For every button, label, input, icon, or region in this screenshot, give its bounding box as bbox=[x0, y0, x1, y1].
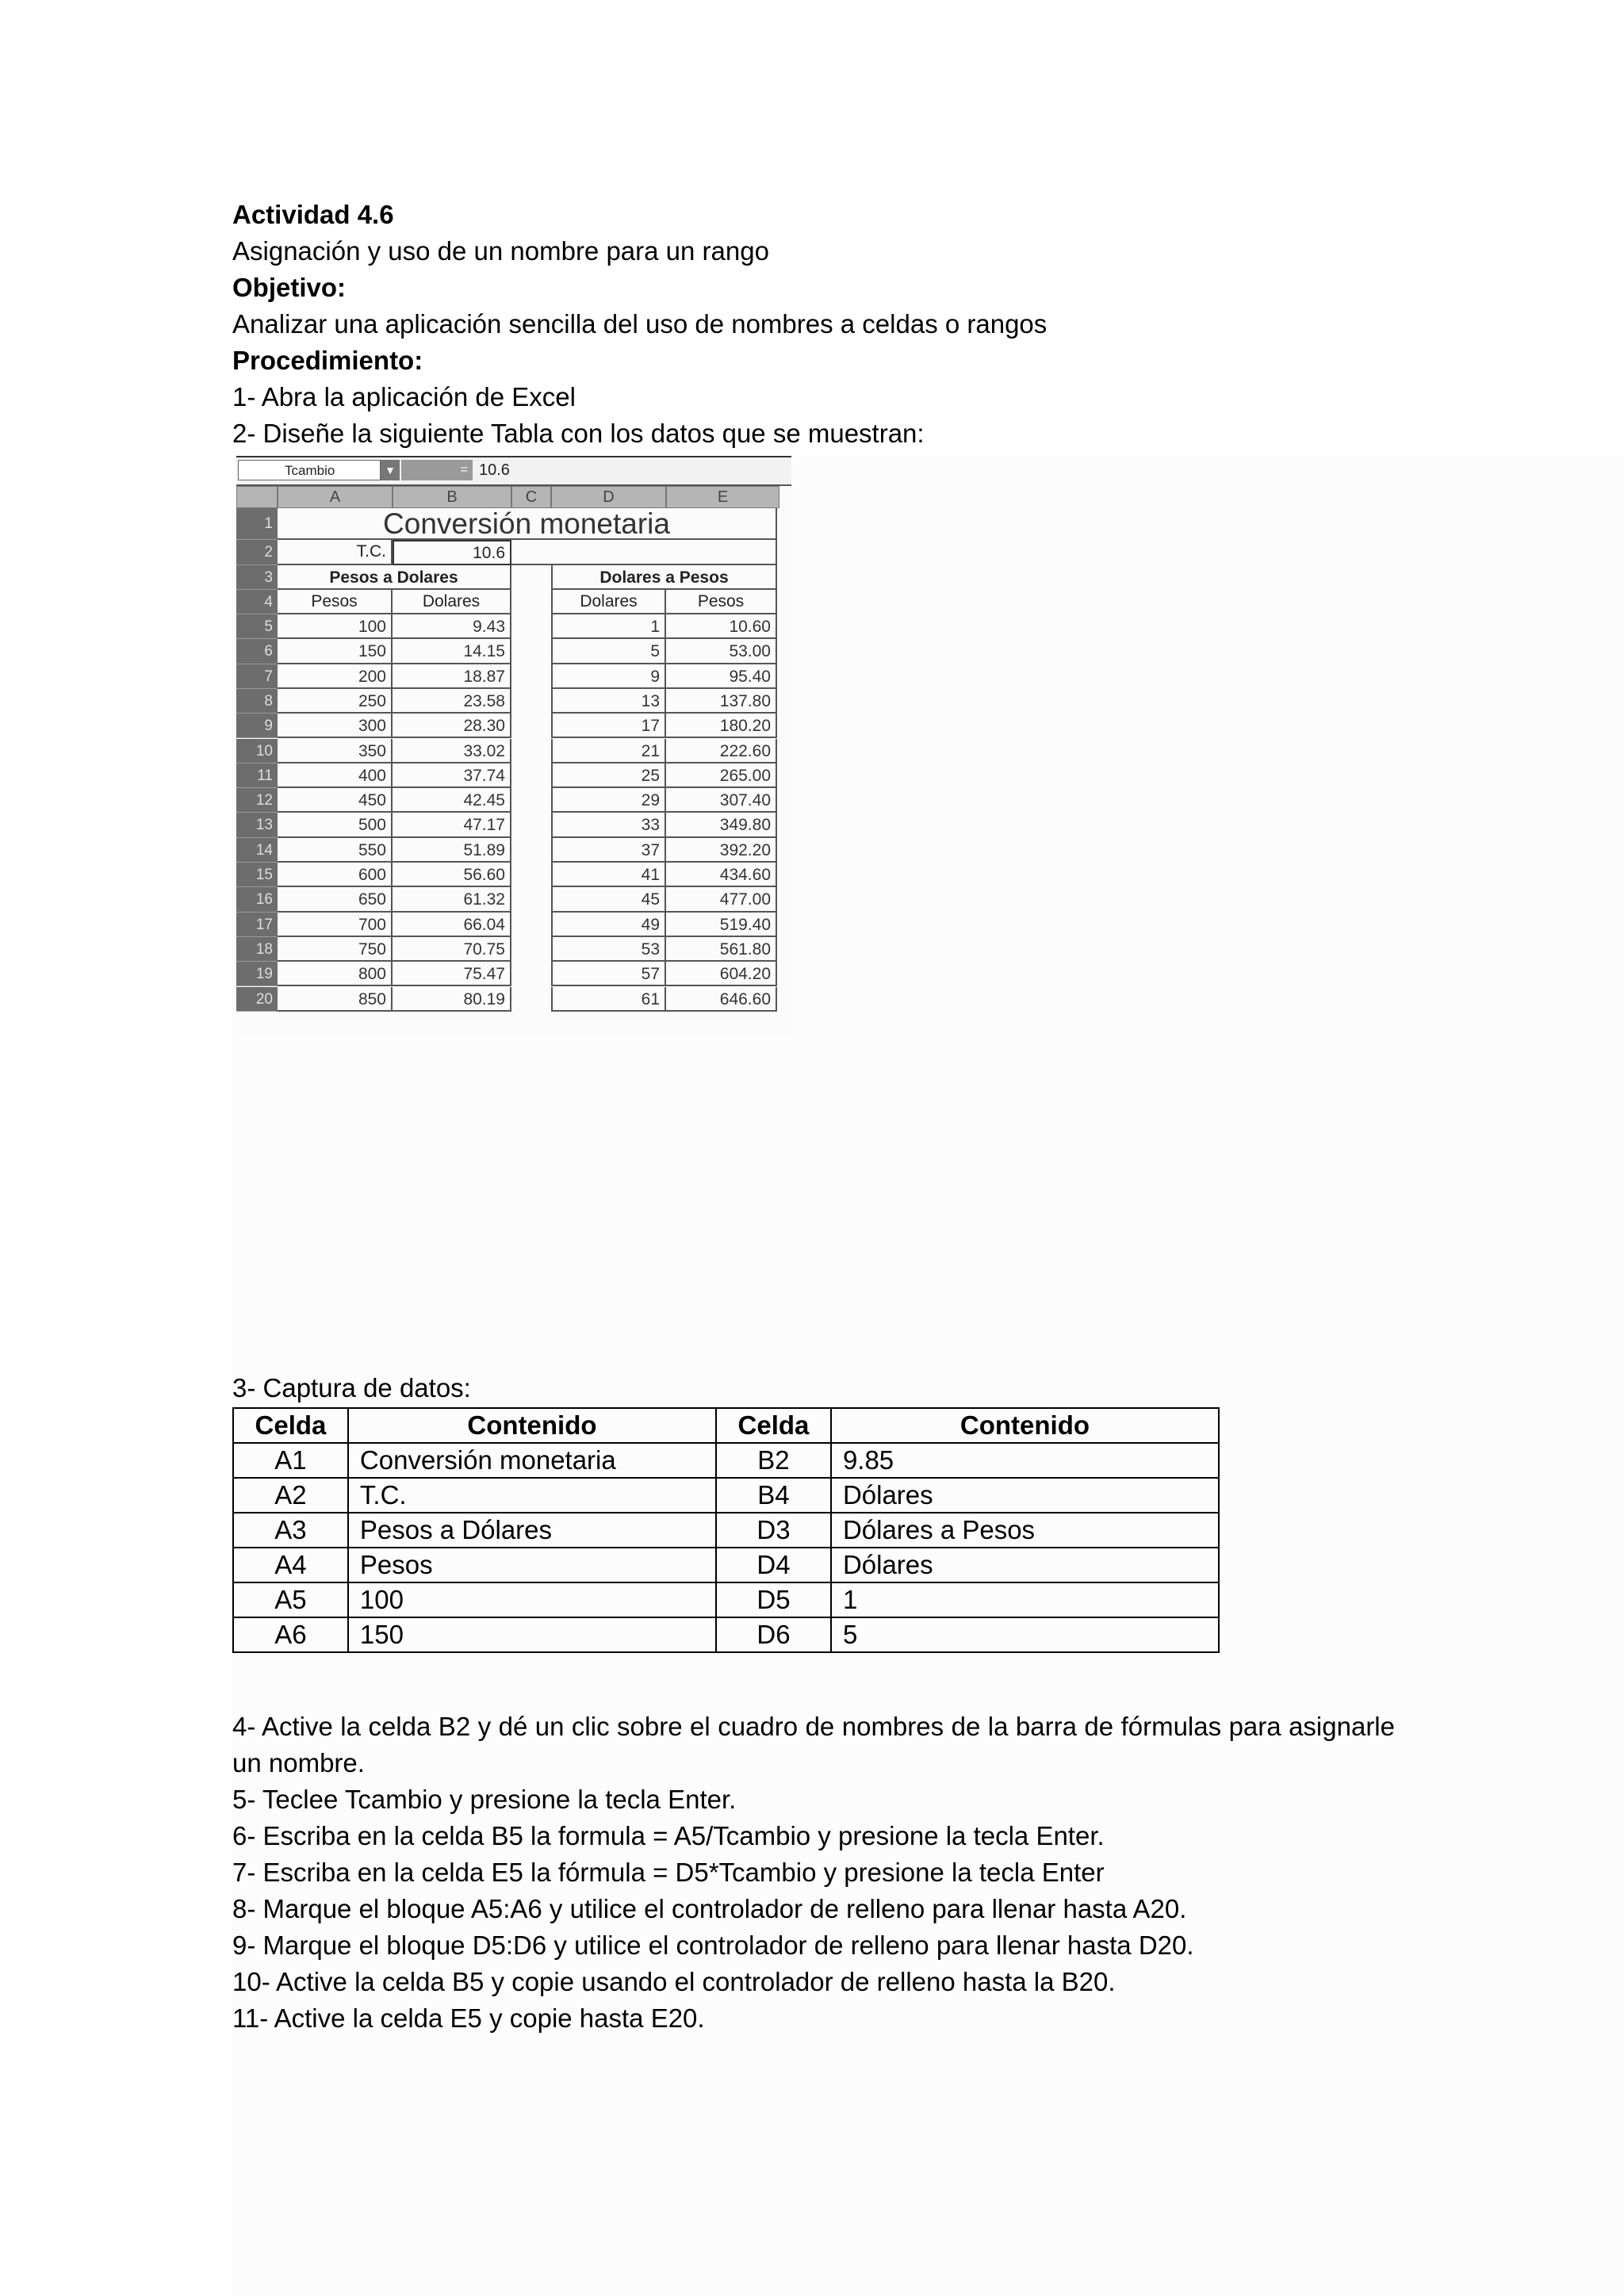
capture-row bbox=[233, 1513, 1219, 1548]
cell-dolares: 9.43 bbox=[393, 614, 511, 639]
row-header: 11 bbox=[236, 763, 278, 788]
cell-dolares-right: 53 bbox=[551, 937, 666, 962]
cell-dolares: 70.75 bbox=[393, 937, 511, 962]
capture-header-row bbox=[233, 1408, 1219, 1443]
capture-cell-content: Conversión monetaria bbox=[348, 1443, 716, 1478]
capture-header-contenido: Contenido bbox=[831, 1408, 1219, 1443]
step-11: 11- Active la celda E5 y copie hasta E20. bbox=[232, 2003, 705, 2033]
row-header: 9 bbox=[236, 714, 278, 738]
capture-cell-content: Pesos a Dólares bbox=[348, 1513, 716, 1548]
cell-dolares-right: 25 bbox=[551, 763, 666, 788]
row-header: 18 bbox=[236, 937, 278, 962]
cell-pesos-right: 180.20 bbox=[666, 714, 777, 738]
cell-dolares: 47.17 bbox=[393, 813, 511, 837]
capture-cell-ref: A6 bbox=[233, 1617, 348, 1652]
col-label-pesos-right: Pesos bbox=[666, 590, 777, 614]
row-header: 1 bbox=[236, 508, 278, 540]
step-2: 2- Diseñe la siguiente Tabla con los datos que se muestran: bbox=[232, 419, 925, 448]
cell-dolares: 28.30 bbox=[393, 714, 511, 738]
capture-cell-content: 9.85 bbox=[831, 1443, 1219, 1478]
cell-dolares: 33.02 bbox=[393, 739, 511, 763]
row-header: 15 bbox=[236, 863, 278, 887]
cell-pesos: 600 bbox=[278, 863, 393, 887]
capture-header-celda: Celda bbox=[233, 1408, 348, 1443]
right-section-header: Dolares a Pesos bbox=[551, 565, 777, 590]
capture-cell-ref: D4 bbox=[716, 1548, 831, 1582]
tc-value-cell: 10.6 bbox=[393, 540, 511, 565]
cell-dolares-right: 13 bbox=[551, 689, 666, 714]
tc-empty-cell bbox=[511, 540, 777, 565]
cell-pesos-right: 53.00 bbox=[666, 639, 777, 664]
capture-header-celda: Celda bbox=[716, 1408, 831, 1443]
formula-bar bbox=[236, 456, 791, 486]
cell-pesos-right: 265.00 bbox=[666, 763, 777, 788]
cell-dolares: 75.47 bbox=[393, 962, 511, 986]
cell-pesos: 150 bbox=[278, 639, 393, 664]
cell-pesos-right: 137.80 bbox=[666, 689, 777, 714]
capture-cell-ref: A2 bbox=[233, 1478, 348, 1513]
capture-row bbox=[233, 1582, 1219, 1617]
capture-cell-content: 5 bbox=[831, 1617, 1219, 1652]
cell-dolares-right: 1 bbox=[551, 614, 666, 639]
capture-header-contenido: Contenido bbox=[348, 1408, 716, 1443]
row-header: 16 bbox=[236, 887, 278, 912]
formula-equals-icon: = bbox=[401, 460, 473, 480]
cell-dolares-right: 29 bbox=[551, 788, 666, 813]
row-header: 5 bbox=[236, 614, 278, 639]
col-header-d: D bbox=[551, 486, 666, 508]
activity-subtitle: Asignación y uso de un nombre para un rango bbox=[232, 236, 769, 266]
row-header: 20 bbox=[236, 987, 278, 1012]
activity-title: Actividad 4.6 bbox=[232, 200, 394, 229]
capture-cell-content: Dólares bbox=[831, 1548, 1219, 1582]
col-header-corner bbox=[236, 486, 278, 508]
name-box-dropdown-icon: ▼ bbox=[381, 460, 400, 480]
row-header: 17 bbox=[236, 913, 278, 937]
row-header: 8 bbox=[236, 689, 278, 714]
remaining-steps bbox=[232, 1709, 1395, 2037]
cell-pesos: 100 bbox=[278, 614, 393, 639]
cell-pesos: 650 bbox=[278, 887, 393, 912]
cell-dolares: 42.45 bbox=[393, 788, 511, 813]
row-header: 4 bbox=[236, 590, 278, 614]
row-header: 13 bbox=[236, 813, 278, 837]
cell-pesos-right: 10.60 bbox=[666, 614, 777, 639]
cell-pesos: 750 bbox=[278, 937, 393, 962]
cell-pesos: 400 bbox=[278, 763, 393, 788]
capture-row bbox=[233, 1443, 1219, 1478]
cell-dolares: 80.19 bbox=[393, 987, 511, 1012]
capture-cell-content: 150 bbox=[348, 1617, 716, 1652]
cell-dolares: 56.60 bbox=[393, 863, 511, 887]
step-7: 7- Escriba en la celda E5 la fórmula = D5*Tcambio y presione la tecla Enter bbox=[232, 1858, 1105, 1887]
capture-cell-ref: D3 bbox=[716, 1513, 831, 1548]
cell-dolares: 66.04 bbox=[393, 913, 511, 937]
cell-pesos-right: 95.40 bbox=[666, 664, 777, 689]
row-header: 3 bbox=[236, 565, 278, 590]
capture-cell-ref: B4 bbox=[716, 1478, 831, 1513]
cell-dolares: 18.87 bbox=[393, 664, 511, 689]
cell-pesos: 800 bbox=[278, 962, 393, 986]
capture-row bbox=[233, 1548, 1219, 1582]
capture-row bbox=[233, 1617, 1219, 1652]
row-header: 6 bbox=[236, 639, 278, 664]
row-header: 7 bbox=[236, 664, 278, 689]
cell-pesos-right: 222.60 bbox=[666, 739, 777, 763]
cell-dolares-right: 5 bbox=[551, 639, 666, 664]
cell-dolares-right: 45 bbox=[551, 887, 666, 912]
name-box bbox=[238, 460, 381, 480]
col-label-pesos: Pesos bbox=[278, 590, 393, 614]
cell-dolares-right: 9 bbox=[551, 664, 666, 689]
cell-pesos: 500 bbox=[278, 813, 393, 837]
col-header-a: A bbox=[278, 486, 393, 508]
col-label-dolares-right: Dolares bbox=[551, 590, 666, 614]
capture-label-block bbox=[232, 1370, 1395, 1406]
tc-label-cell: T.C. bbox=[278, 540, 393, 565]
cell-pesos-right: 477.00 bbox=[666, 887, 777, 912]
step-9: 9- Marque el bloque D5:D6 y utilice el controlador de relleno para llenar hasta D20. bbox=[232, 1931, 1194, 1960]
cell-pesos-right: 604.20 bbox=[666, 962, 777, 986]
row-header: 12 bbox=[236, 788, 278, 813]
capture-cell-content: 1 bbox=[831, 1582, 1219, 1617]
left-section-header: Pesos a Dolares bbox=[278, 565, 511, 590]
formula-value: 10.6 bbox=[479, 461, 510, 479]
step-1: 1- Abra la aplicación de Excel bbox=[232, 382, 576, 411]
cell-pesos-right: 561.80 bbox=[666, 937, 777, 962]
cell-dolares: 23.58 bbox=[393, 689, 511, 714]
cell-pesos-right: 646.60 bbox=[666, 987, 777, 1012]
capture-cell-ref: A5 bbox=[233, 1582, 348, 1617]
capture-cell-content: Dólares a Pesos bbox=[831, 1513, 1219, 1548]
cell-dolares: 51.89 bbox=[393, 838, 511, 863]
objective-label: Objetivo: bbox=[232, 273, 347, 302]
row-header: 19 bbox=[236, 962, 278, 986]
step-8: 8- Marque el bloque A5:A6 y utilice el controlador de relleno para llenar hasta A20. bbox=[232, 1894, 1187, 1923]
capture-cell-content: Pesos bbox=[348, 1548, 716, 1582]
cell-pesos: 550 bbox=[278, 838, 393, 863]
cell-dolares-right: 49 bbox=[551, 913, 666, 937]
cell-dolares-right: 61 bbox=[551, 987, 666, 1012]
cell-pesos: 250 bbox=[278, 689, 393, 714]
step-5: 5- Teclee Tcambio y presione la tecla Enter. bbox=[232, 1785, 737, 1814]
cell-pesos: 200 bbox=[278, 664, 393, 689]
sheet-title-cell: Conversión monetaria bbox=[278, 508, 777, 540]
cell-dolares-right: 17 bbox=[551, 714, 666, 738]
capture-row bbox=[233, 1478, 1219, 1513]
col-header-e: E bbox=[666, 486, 779, 508]
step-10: 10- Active la celda B5 y copie usando el controlador de relleno hasta la B20. bbox=[232, 1967, 1116, 1996]
name-box-value: Tcambio bbox=[285, 463, 335, 478]
cell-pesos-right: 434.60 bbox=[666, 863, 777, 887]
capture-cell-content: T.C. bbox=[348, 1478, 716, 1513]
step-4: 4- Active la celda B2 y dé un clic sobre el cuadro de nombres de la barra de fórmulas para asignarle un nombre. bbox=[232, 1712, 1395, 1777]
cell-dolares-right: 33 bbox=[551, 813, 666, 837]
col-label-dolares: Dolares bbox=[393, 590, 511, 614]
cell-dolares: 14.15 bbox=[393, 639, 511, 664]
cell-dolares-right: 41 bbox=[551, 863, 666, 887]
cell-pesos-right: 307.40 bbox=[666, 788, 777, 813]
cell-dolares-right: 21 bbox=[551, 739, 666, 763]
cell-dolares: 37.74 bbox=[393, 763, 511, 788]
cell-pesos: 350 bbox=[278, 739, 393, 763]
spreadsheet-screenshot bbox=[236, 456, 791, 1035]
capture-cell-ref: A1 bbox=[233, 1443, 348, 1478]
capture-cell-content: Dólares bbox=[831, 1478, 1219, 1513]
step-6: 6- Escriba en la celda B5 la formula = A5/Tcambio y presione la tecla Enter. bbox=[232, 1821, 1105, 1850]
capture-cell-ref: D6 bbox=[716, 1617, 831, 1652]
capture-label: 3- Captura de datos: bbox=[232, 1373, 471, 1402]
cell-pesos: 700 bbox=[278, 913, 393, 937]
capture-cell-ref: D5 bbox=[716, 1582, 831, 1617]
activity-intro bbox=[232, 197, 1395, 452]
col-header-b: B bbox=[393, 486, 511, 508]
col-header-c: C bbox=[511, 486, 551, 508]
cell-dolares-right: 37 bbox=[551, 838, 666, 863]
cell-dolares-right: 57 bbox=[551, 962, 666, 986]
capture-cell-ref: A3 bbox=[233, 1513, 348, 1548]
cell-pesos-right: 519.40 bbox=[666, 913, 777, 937]
row-header: 14 bbox=[236, 838, 278, 863]
cell-dolares: 61.32 bbox=[393, 887, 511, 912]
cell-pesos-right: 349.80 bbox=[666, 813, 777, 837]
cell-pesos: 850 bbox=[278, 987, 393, 1012]
capture-cell-ref: A4 bbox=[233, 1548, 348, 1582]
capture-cell-content: 100 bbox=[348, 1582, 716, 1617]
cell-pesos-right: 392.20 bbox=[666, 838, 777, 863]
objective-text: Analizar una aplicación sencilla del uso de nombres a celdas o rangos bbox=[232, 309, 1048, 339]
row-header: 2 bbox=[236, 540, 278, 565]
capture-cell-ref: B2 bbox=[716, 1443, 831, 1478]
procedure-label: Procedimiento: bbox=[232, 346, 423, 375]
capture-table bbox=[232, 1407, 1220, 1653]
row-header: 10 bbox=[236, 739, 278, 763]
cell-pesos: 300 bbox=[278, 714, 393, 738]
cell-pesos: 450 bbox=[278, 788, 393, 813]
